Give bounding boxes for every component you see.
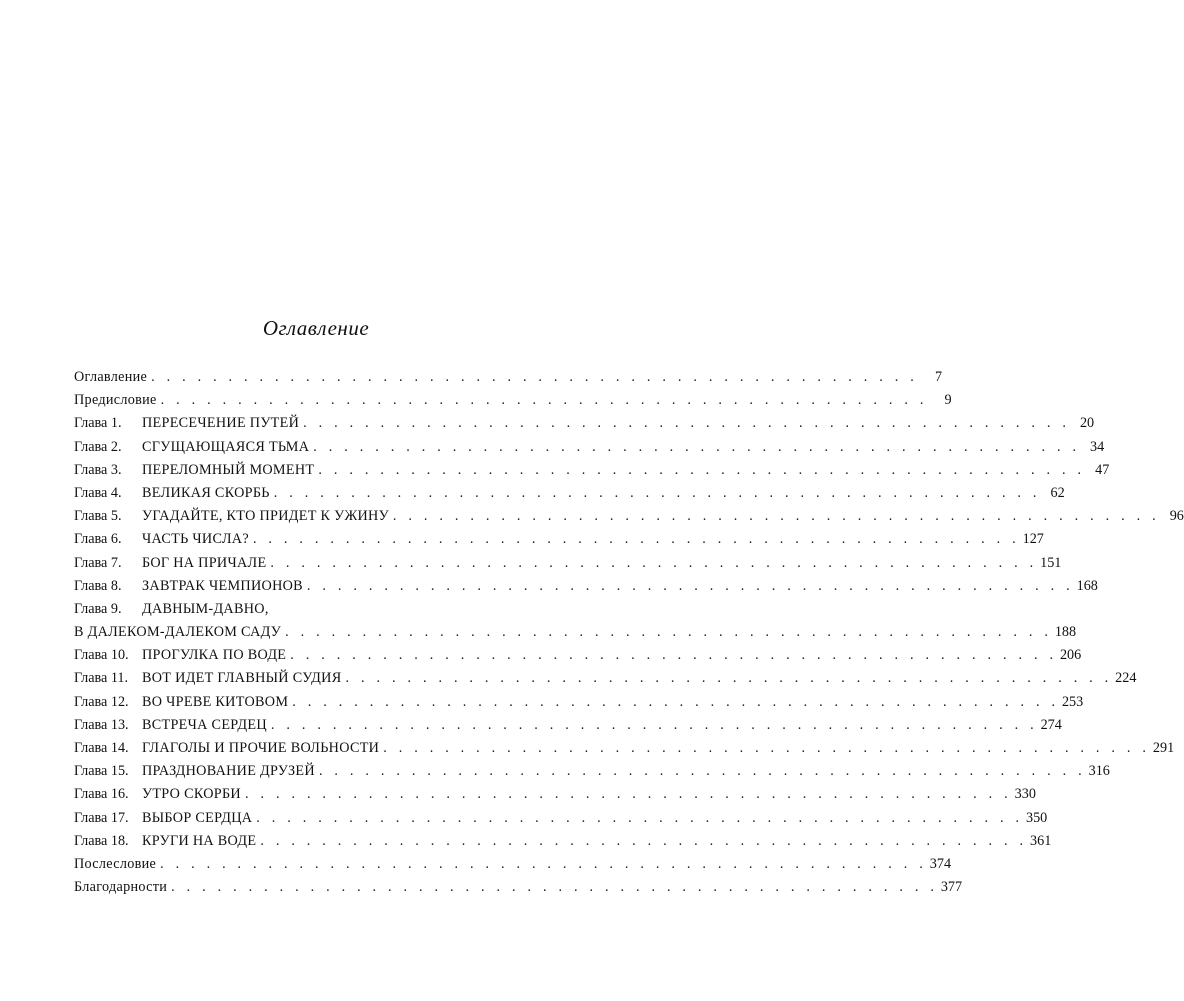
toc-entry-page-number: 350 <box>1025 809 1048 826</box>
toc-entry-page-number: 291 <box>1152 740 1175 756</box>
toc-entry <box>74 598 516 621</box>
toc-entry-chapter-number: Глава 1. <box>74 415 122 432</box>
toc-entry-title: ВО ЧРЕВЕ КИТОВОМ <box>142 693 289 710</box>
toc-entry-title: УГАДАЙТЕ, КТО ПРИДЕТ К УЖИНУ <box>142 508 389 525</box>
toc-leader-dots: . . . . . . . . . . . . . . . . . . . . . . . . . . . . . . . . . . . . . . . . . . . . . . . . . . <box>273 484 1041 501</box>
toc-leader-dots: . . . . . . . . . . . . . . . . . . . . . . . . . . . . . . . . . . . . . . . . . . . . . . . . . . <box>160 392 928 409</box>
toc-entry <box>74 807 1048 830</box>
toc-entry-page-number: 188 <box>1054 624 1077 641</box>
toc-entry <box>74 621 1077 644</box>
toc-entry <box>74 575 1098 598</box>
toc-entry-page-number: 377 <box>940 879 963 896</box>
toc-entry-title: ПРАЗДНОВАНИЕ ДРУЗЕЙ <box>142 763 315 780</box>
toc-entry-title: ГЛАГОЛЫ И ПРОЧИЕ ВОЛЬНОСТИ <box>142 740 380 756</box>
toc-entry-page-number: 34 <box>1090 438 1105 455</box>
toc-entry-page-number: 62 <box>1050 484 1065 501</box>
toc-leader-dots: . . . . . . . . . . . . . . . . . . . . . . . . . . . . . . . . . . . . . . . . . . . . . . . . . . <box>383 740 1151 756</box>
toc-entry-title: КРУГИ НА ВОДЕ <box>142 832 257 849</box>
toc-entry-title: ПЕРЕЛОМНЫЙ МОМЕНТ <box>142 461 315 478</box>
toc-entry-chapter-number: Глава 9. <box>74 600 122 617</box>
toc-entry-chapter-number: Глава 7. <box>74 554 122 571</box>
toc-entry-chapter-number: Глава 4. <box>74 484 122 501</box>
toc-leader-dots: . . . . . . . . . . . . . . . . . . . . . . . . . . . . . . . . . . . . . . . . . . . . . . . . . . <box>318 461 1086 478</box>
toc-entry-chapter-number: Глава 15. <box>74 763 129 780</box>
toc-entry-title: ДАВНЫМ-ДАВНО, <box>142 600 269 617</box>
toc-entry-title: ВСТРЕЧА СЕРДЕЦ <box>142 716 267 733</box>
toc-entry-title: СГУЩАЮЩАЯСЯ ТЬМА <box>142 438 310 455</box>
toc-entry-chapter-number: Глава 8. <box>74 577 122 594</box>
toc-entry-page-number: 47 <box>1095 461 1110 478</box>
toc-entry <box>74 412 1095 435</box>
toc-entry-chapter-number: Глава 6. <box>74 531 122 548</box>
toc-leader-dots: . . . . . . . . . . . . . . . . . . . . . . . . . . . . . . . . . . . . . . . . . . . . . . . . . . <box>256 809 1024 826</box>
toc-entry-chapter-number: Глава 17. <box>74 809 129 826</box>
toc-entry-title: ПРОГУЛКА ПО ВОДЕ <box>142 647 287 664</box>
toc-entry-chapter-number: Глава 11. <box>74 670 129 687</box>
toc-leader-dots: . . . . . . . . . . . . . . . . . . . . . . . . . . . . . . . . . . . . . . . . . . . . . . . . . . <box>290 647 1058 664</box>
toc-entry <box>74 459 1110 482</box>
toc-entry <box>74 714 1062 737</box>
toc-leader-dots: . . . . . . . . . . . . . . . . . . . . . . . . . . . . . . . . . . . . . . . . . . . . . . . . . . <box>292 693 1060 710</box>
toc-entry-page-number: 127 <box>1022 531 1044 548</box>
toc-entry <box>74 528 1044 551</box>
toc-entry-chapter-number: Глава 18. <box>74 832 129 849</box>
toc-leader-dots: . . . . . . . . . . . . . . . . . . . . . . . . . . . . . . . . . . . . . . . . . . . . . . . . . . <box>345 670 1113 687</box>
toc-entry-chapter-number: Глава 13. <box>74 716 129 733</box>
toc-entry-page-number: 374 <box>929 855 952 872</box>
toc-entry <box>74 737 1175 760</box>
toc-leader-dots: . . . . . . . . . . . . . . . . . . . . . . . . . . . . . . . . . . . . . . . . . . . . . . . . . . <box>252 531 1020 548</box>
toc-entry-title: УТРО СКОРБИ <box>142 786 241 803</box>
toc-entry-title: ПЕРЕСЕЧЕНИЕ ПУТЕЙ <box>142 415 300 432</box>
toc-entry-page-number: 151 <box>1040 554 1062 571</box>
toc-leader-dots: . . . . . . . . . . . . . . . . . . . . . . . . . . . . . . . . . . . . . . . . . . . . . . . . . . <box>260 832 1028 849</box>
toc-entry <box>74 644 1082 667</box>
toc-entry-page-number: 206 <box>1059 647 1082 664</box>
toc-entry-title: Послесловие <box>74 855 157 872</box>
toc-entry-page-number: 20 <box>1079 415 1095 432</box>
toc-entry-chapter-number: Глава 2. <box>74 438 122 455</box>
toc-leader-dots: . . . . . . . . . . . . . . . . . . . . . . . . . . . . . . . . . . . . . . . . . . . . . . . . . . <box>318 763 1086 780</box>
toc-entry-page-number: 9 <box>944 392 952 409</box>
toc-leader-dots: . . . . . . . . . . . . . . . . . . . . . . . . . . . . . . . . . . . . . . . . . . . . . . . . . . <box>313 438 1081 455</box>
toc-entry-title: БОГ НА ПРИЧАЛЕ <box>142 554 267 571</box>
toc-leader-dots: . . . . . . . . . . . . . . . . . . . . . . . . . . . . . . . . . . . . . . . . . . . . . . . . . . <box>306 577 1074 594</box>
toc-entry-page-number: 316 <box>1088 763 1110 780</box>
toc-entry-page-number: 274 <box>1040 716 1062 733</box>
toc-entry-title: ВОТ ИДЕТ ГЛАВНЫЙ СУДИЯ <box>142 670 342 687</box>
toc-entry-title: Предисловие <box>74 392 157 409</box>
toc-entry-page-number: 330 <box>1014 786 1036 803</box>
toc-entry <box>74 505 1184 528</box>
toc-leader-dots: . . . . . . . . . . . . . . . . . . . . . . . . . . . . . . . . . . . . . . . . . . . . . . . . . . <box>303 415 1071 432</box>
toc-entry-chapter-number: Глава 12. <box>74 693 129 710</box>
toc-leader-dots: . . . . . . . . . . . . . . . . . . . . . . . . . . . . . . . . . . . . . . . . . . . . . . . . . . <box>285 624 1053 641</box>
table-of-contents <box>74 366 1184 899</box>
toc-leader-dots: . . . . . . . . . . . . . . . . . . . . . . . . . . . . . . . . . . . . . . . . . . . . . . . . . . <box>270 716 1038 733</box>
toc-entry-page-number: 253 <box>1061 693 1084 710</box>
toc-entry-chapter-number: Глава 14. <box>74 740 129 756</box>
toc-leader-dots: . . . . . . . . . . . . . . . . . . . . . . . . . . . . . . . . . . . . . . . . . . . . . . . . . . <box>244 786 1012 803</box>
toc-entry-title: ВЕЛИКАЯ СКОРБЬ <box>142 484 270 501</box>
toc-entry <box>74 760 1110 783</box>
toc-entry <box>74 482 1065 505</box>
toc-leader-dots: . . . . . . . . . . . . . . . . . . . . . . . . . . . . . . . . . . . . . . . . . . . . . . . . . . <box>151 369 919 385</box>
toc-entry-title: ЧАСТЬ ЧИСЛА? <box>142 531 249 548</box>
toc-entry-chapter-number: Глава 10. <box>74 647 129 664</box>
toc-leader-dots: . . . . . . . . . . . . . . . . . . . . . . . . . . . . . . . . . . . . . . . . . . . . . . . . . . <box>270 554 1038 571</box>
toc-entry <box>74 853 952 876</box>
toc-entry <box>74 366 943 389</box>
toc-entry-page-number: 168 <box>1076 577 1098 594</box>
toc-entry-title: ВЫБОР СЕРДЦА <box>142 809 253 826</box>
toc-entry-title: Благодарности <box>74 879 168 896</box>
toc-entry-page-number: 96 <box>1169 508 1184 525</box>
toc-leader-dots: . . . . . . . . . . . . . . . . . . . . . . . . . . . . . . . . . . . . . . . . . . . . . . . . . . <box>160 855 928 872</box>
toc-entry <box>74 436 1105 459</box>
toc-entry-page-number: 224 <box>1115 670 1137 687</box>
toc-leader-dots: . . . . . . . . . . . . . . . . . . . . . . . . . . . . . . . . . . . . . . . . . . . . . . . . . . <box>171 879 939 896</box>
toc-entry-chapter-number: Глава 16. <box>74 786 129 803</box>
toc-leader-dots: . . . . . . . . . . . . . . . . . . . . . . . . . . . . . . . . . . . . . . . . . . . . . . . . . . <box>392 508 1160 525</box>
toc-entry-page-number: 7 <box>934 369 943 385</box>
toc-entry-title: В ДАЛЕКОМ-ДАЛЕКОМ САДУ <box>74 624 282 641</box>
toc-entry <box>74 830 1052 853</box>
toc-entry-page-number: 361 <box>1030 832 1052 849</box>
toc-entry <box>74 876 963 899</box>
toc-entry <box>74 552 1062 575</box>
toc-entry <box>74 389 952 412</box>
toc-entry-title: Оглавление <box>74 369 148 385</box>
toc-entry <box>74 783 1036 806</box>
toc-entry-title: ЗАВТРАК ЧЕМПИОНОВ <box>142 577 303 594</box>
toc-entry <box>74 667 1137 690</box>
toc-entry <box>74 691 1084 714</box>
toc-entry-chapter-number: Глава 3. <box>74 461 122 478</box>
page-title: Оглавление <box>262 316 370 340</box>
toc-entry-chapter-number: Глава 5. <box>74 508 122 525</box>
